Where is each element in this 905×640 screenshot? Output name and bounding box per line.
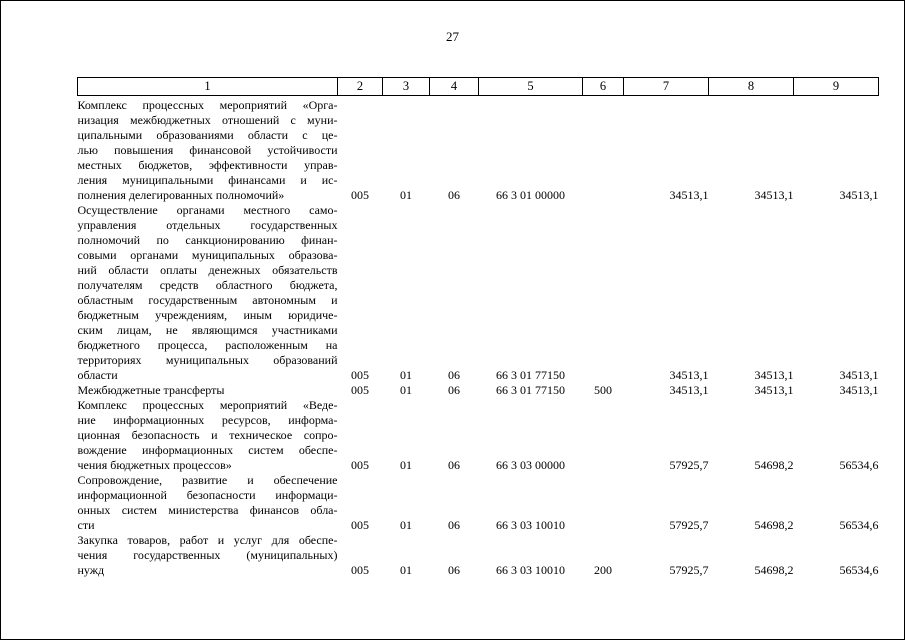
section-code-cell: 01 — [400, 563, 412, 577]
expense-type-cell — [583, 96, 624, 204]
amount-year2-cell: 34513,1 — [754, 383, 794, 397]
measure-name-line: ления муниципальными финансами и ис- — [77, 173, 338, 187]
target-article-cell: 66 3 03 10010 — [496, 518, 565, 532]
measure-name-line: Межбюджетные трансферты — [77, 383, 225, 397]
grbs-code-cell: 005 — [351, 368, 369, 382]
amount-year1-cell: 57925,7 — [669, 563, 709, 577]
measure-name-line: Комплекс процессных мероприятий «Орга- — [77, 98, 338, 112]
measure-name-cell — [78, 473, 338, 533]
grbs-code-cell: 005 — [351, 188, 369, 202]
expense-type-cell: 200 — [594, 563, 612, 577]
measure-name-line: информационной безопасности информаци- — [77, 488, 338, 502]
column-header-9: 9 — [794, 78, 879, 96]
amount-year2-cell: 34513,1 — [754, 188, 794, 202]
measure-name-line: областным государственным автономным и — [77, 293, 338, 307]
measure-name-line: бюджетным учреждениям, иным юридиче- — [77, 308, 338, 322]
measure-name-line: местных бюджетов, эффективности управ- — [77, 158, 338, 172]
section-code-cell: 01 — [400, 188, 412, 202]
measure-name-line: нужд — [77, 563, 105, 577]
amount-year2-cell: 54698,2 — [754, 563, 794, 577]
column-header-1: 1 — [78, 78, 338, 96]
target-article-cell: 66 3 03 00000 — [496, 458, 565, 472]
budget-table — [77, 77, 879, 578]
measure-name-line: чения государственных (муниципальных) — [77, 548, 338, 562]
subsection-code-cell: 06 — [448, 188, 460, 202]
measure-name-line: ским лицам, не являющимся участниками — [77, 323, 338, 337]
measure-name-line: полномочий по санкционированию финан- — [77, 233, 338, 247]
target-article-cell: 66 3 01 77150 — [496, 383, 565, 397]
amount-year3-cell: 34513,1 — [839, 383, 879, 397]
measure-name-line: управления отдельных государственных — [77, 218, 338, 232]
measure-name-line: чения бюджетных процессов» — [77, 458, 232, 472]
expense-type-cell: 500 — [594, 383, 612, 397]
subsection-code-cell: 06 — [448, 563, 460, 577]
measure-name-line: Осуществление органами местного само- — [77, 203, 338, 217]
table-row — [78, 533, 879, 578]
measure-name-line: низация межбюджетных отношений с муни- — [77, 113, 338, 127]
section-code-cell: 01 — [400, 458, 412, 472]
measure-name-cell — [78, 398, 338, 473]
amount-year1-cell: 57925,7 — [669, 458, 709, 472]
measure-name-line: Закупка товаров, работ и услуг для обеспе- — [77, 533, 338, 547]
column-header-5: 5 — [479, 78, 583, 96]
expense-type-cell — [583, 203, 624, 383]
grbs-code-cell: 005 — [351, 458, 369, 472]
measure-name-line: вождение информационных систем обеспе- — [77, 443, 338, 457]
subsection-code-cell: 06 — [448, 518, 460, 532]
measure-name-line: полнения делегированных полномочий» — [77, 188, 285, 202]
subsection-code-cell: 06 — [448, 458, 460, 472]
measure-name-line: ципальными образованиями области с це- — [77, 128, 338, 142]
amount-year3-cell: 34513,1 — [839, 188, 879, 202]
amount-year2-cell: 54698,2 — [754, 518, 794, 532]
target-article-cell: 66 3 01 77150 — [496, 368, 565, 382]
section-code-cell: 01 — [400, 518, 412, 532]
table-row — [78, 96, 879, 204]
column-header-3: 3 — [383, 78, 430, 96]
subsection-code-cell: 06 — [448, 368, 460, 382]
column-header-2: 2 — [338, 78, 383, 96]
measure-name-line: получателям средств областного бюджета, — [77, 278, 338, 292]
table-row — [78, 473, 879, 533]
table-row — [78, 383, 879, 398]
measure-name-line: ний области оплаты денежных обязательств — [77, 263, 338, 277]
measure-name-cell — [78, 96, 338, 204]
amount-year3-cell: 34513,1 — [839, 368, 879, 382]
column-header-8: 8 — [709, 78, 794, 96]
column-header-6: 6 — [583, 78, 624, 96]
column-header-4: 4 — [430, 78, 479, 96]
measure-name-line: онных систем министерства финансов обла- — [77, 503, 338, 517]
measure-name-line: лью повышения финансовой устойчивости — [77, 143, 338, 157]
measure-name-line: Сопровождение, развитие и обеспечение — [77, 473, 338, 487]
expense-type-cell — [583, 473, 624, 533]
table-header-row — [78, 78, 879, 96]
measure-name-cell — [78, 203, 338, 383]
amount-year3-cell: 56534,6 — [839, 518, 879, 532]
section-code-cell: 01 — [400, 383, 412, 397]
grbs-code-cell: 005 — [351, 563, 369, 577]
amount-year3-cell: 56534,6 — [839, 563, 879, 577]
measure-name-line: области — [77, 368, 118, 382]
amount-year1-cell: 57925,7 — [669, 518, 709, 532]
measure-name-cell — [78, 533, 338, 578]
amount-year1-cell: 34513,1 — [669, 368, 709, 382]
amount-year2-cell: 34513,1 — [754, 368, 794, 382]
measure-name-line: Комплекс процессных мероприятий «Веде- — [77, 398, 338, 412]
table-row — [78, 203, 879, 383]
table-row — [78, 398, 879, 473]
measure-name-line: сти — [77, 518, 95, 532]
amount-year3-cell: 56534,6 — [839, 458, 879, 472]
page-number: 27 — [446, 29, 459, 44]
expense-type-cell — [583, 398, 624, 473]
amount-year1-cell: 34513,1 — [669, 383, 709, 397]
measure-name-line: бюджетного процесса, расположенным на — [77, 338, 338, 352]
grbs-code-cell: 005 — [351, 518, 369, 532]
column-header-7: 7 — [624, 78, 709, 96]
grbs-code-cell: 005 — [351, 383, 369, 397]
subsection-code-cell: 06 — [448, 383, 460, 397]
measure-name-line: ционная безопасность и техническое сопро- — [77, 428, 338, 442]
measure-name-line: совыми органами муниципальных образова- — [77, 248, 338, 262]
target-article-cell: 66 3 03 10010 — [496, 563, 565, 577]
measure-name-line: ние информационных ресурсов, информа- — [77, 413, 338, 427]
measure-name-line: территориях муниципальных образований — [77, 353, 338, 367]
target-article-cell: 66 3 01 00000 — [496, 188, 565, 202]
amount-year2-cell: 54698,2 — [754, 458, 794, 472]
section-code-cell: 01 — [400, 368, 412, 382]
amount-year1-cell: 34513,1 — [669, 188, 709, 202]
measure-name-cell — [78, 383, 338, 398]
